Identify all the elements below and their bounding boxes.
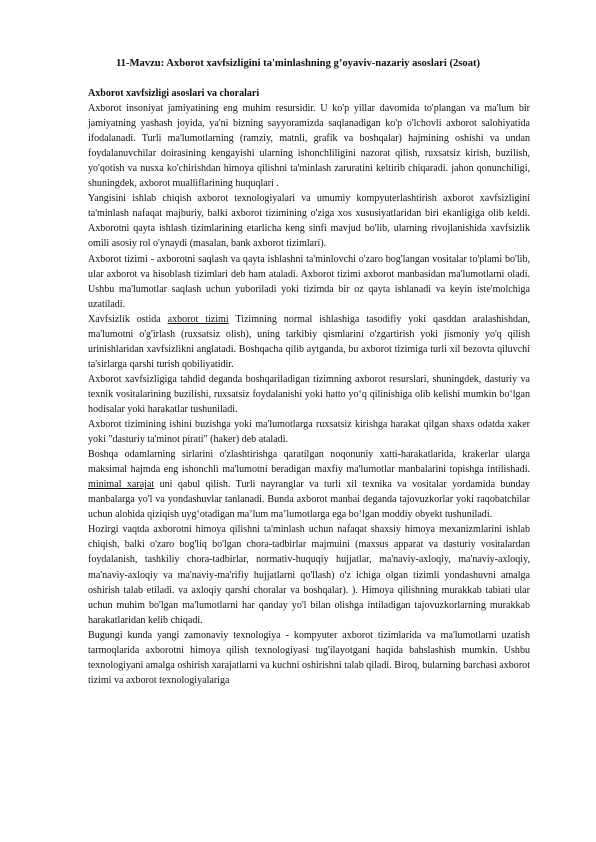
- axborot-tizimi-link[interactable]: axborot tizimi: [167, 313, 229, 325]
- minimal-xarajat-link[interactable]: minimal xarajat: [88, 479, 155, 491]
- paragraph-4: [88, 312, 530, 372]
- document-body: [88, 86, 530, 688]
- section-heading: Axborot xavfsizligi asoslari va choralari: [88, 88, 260, 99]
- paragraph-1: Axborot insoniyat jamiyatining eng muhim resursidir. U ko'p yillar davomida to'plangan va ma'lum bir jamiyatning yashash joyida, ya'ni bizning sayyoramizda saqlanadigan ko'p o'lchovli axborot salohiyatida ifodalanadi. Turli ma'lumotlarning (ramziy, matnli, grafik va boshqalar) hajmining oshishi va undan foydalanuvchilar doirasining kengayishi ularning ishonchliligini nazorat qilish, ruxsatsiz kirish, buzilish, yo'qotish va nusxa ko'chirishdan himoya qilishni ta'minlash zaruratini keltirib chiqaradi. jahon qonunchiligi, shuningdek, axborot mualliflarining huquqlari .: [88, 103, 530, 190]
- paragraph-6: Axborot tizimining ishini buzishga yoki ma'lumotlarga ruxsatsiz kirishga harakat qilgan shaxs odatda xaker yoki "dasturiy ta'minot pirati" (haker) deb ataladi.: [88, 419, 530, 446]
- paragraph-4-text-start: Xavfsizlik ostida: [88, 313, 168, 325]
- paragraph-3: Axborot tizimi - axborotni saqlash va qayta ishlashni ta'minlovchi o'zaro bog'langan vositalar to'plami bo'lib, ular axborot va hisoblash tizimlari deb ham ataladi. Axborot tizimi axborot manbasidan ma'lumotlarni oladi. Ushbu ma'lumotlar saqlash uchun yuboriladi yoki tizimda bir oz qayta ishlanadi va keyin iste'molchiga uzatiladi.: [88, 253, 530, 310]
- paragraph-7: [88, 447, 530, 522]
- paragraph-2: Yangisini ishlab chiqish axborot texnologiyalari va umumiy kompyuterlashtirish axborot xavfsizligini ta'minlash nafaqat majburiy, balki axborot tizimining o'ziga xos xususiyatlaridan biri ekanligiga olib keldi. Axborotni qayta ishlash tizimlarining etarlicha keng sinfi mavjud bo'lib, ularning rivojlanishida xavfsizlik omili asosiy rol o'ynaydi (masalan, bank axborot tizimlari).: [88, 193, 530, 250]
- paragraph-9: Bugungi kunda yangi zamonaviy texnologiya - kompyuter axborot tizimlarida va ma'lumotlarni uzatish tarmoqlarida axborotni himoya qilish texnologiyasi tug'ilayotgani haqida bahslashish mumkin. Ushbu texnologiyani amalga oshirish xarajatlarni va kuchni oshirishni talab qiladi. Biroq, bularning barchasi axborot tizimi va axborot texnologiyalariga: [88, 629, 530, 686]
- paragraph-4-text-end: Tizimning normal ishlashiga tasodifiy yoki qasddan aralashishdan, ma'lumotni o'g'irlash (ruxsatsiz olish), uning tarkibiy qismlarini o'zgartirish yoki jismoniy yo'q qilish urinishlaridan xavfsizlikni anglatadi. Boshqacha qilib aytganda, bu axborot tizimiga turli xil bezovta qiluvchi ta'sirlarga qarshi turish qobiliyatidir.: [88, 313, 530, 370]
- paragraph-8: Hozirgi vaqtda axborotni himoya qilishni ta'minlash uchun nafaqat shaxsiy himoya mexanizmlarini ishlab chiqish, balki o'zaro bog'liq bo'lgan chora-tadbirlar majmuini (maxsus apparat va dasturiy vositalardan foydalanish, tashkiliy chora-tadbirlar, normativ-huquqiy hujjatlar, ma'naviy-axloqiy, ma'naviy-axloqiy, ma'naviy-axloqiy va ma'naviy-ma'rifiy hujjatlarni qo'llash) o'z ichiga olgan tizimli yondashuvni amalga oshirish talab etiladi. va axloqiy qarshi choralar va boshqalar). ). Himoya qilishning murakkab tabiati ular uchun muhim bo'lgan ma'lumotlarni har qanday yo'l bilan olishga intiladigan tajovuzkorlarning murakkab harakatlaridan kelib chiqadi.: [88, 524, 530, 626]
- paragraph-5: Axborot xavfsizligiga tahdid deganda boshqariladigan tizimning axborot resurslari, shuningdek, dasturiy va texnik vositalarining buzilishi, ruxsatsiz foydalanishi yoki hatto yo‘q qilinishiga olib kelishi mumkin bo‘lgan hodisalar yoki harakatlar tushuniladi.: [88, 373, 530, 415]
- page-title: 11-Mavzu: Axborot xavfsizligini ta'minlashning g’oyaviv-nazariy asoslari (2soat): [115, 58, 481, 69]
- paragraph-7-text-start: Boshqa odamlarning sirlarini o'zlashtirishga qaratilgan noqonuniy xatti-harakatlarida, krakerlar ularga maksimal hajmda eng ishonchli ma'lumotni beradigan maxfiy ma'lumotlar manbalarini topishga intilishadi.: [88, 449, 530, 476]
- paragraph-7-text-end: uni qabul qilish. Turli nayranglar va turli xil texnika va vositalar yordamida bunday manbalarga yo'l va yondashuvlar tanlanadi. Bunda axborot manbai deganda tajovuzkorlar yoki raqobatchilar uchun alohida qiziqish uyg‘otadigan ma’lum ma’lumotlarga ega bo‘lgan moddiy obyekt tushuniladi.: [88, 479, 531, 521]
